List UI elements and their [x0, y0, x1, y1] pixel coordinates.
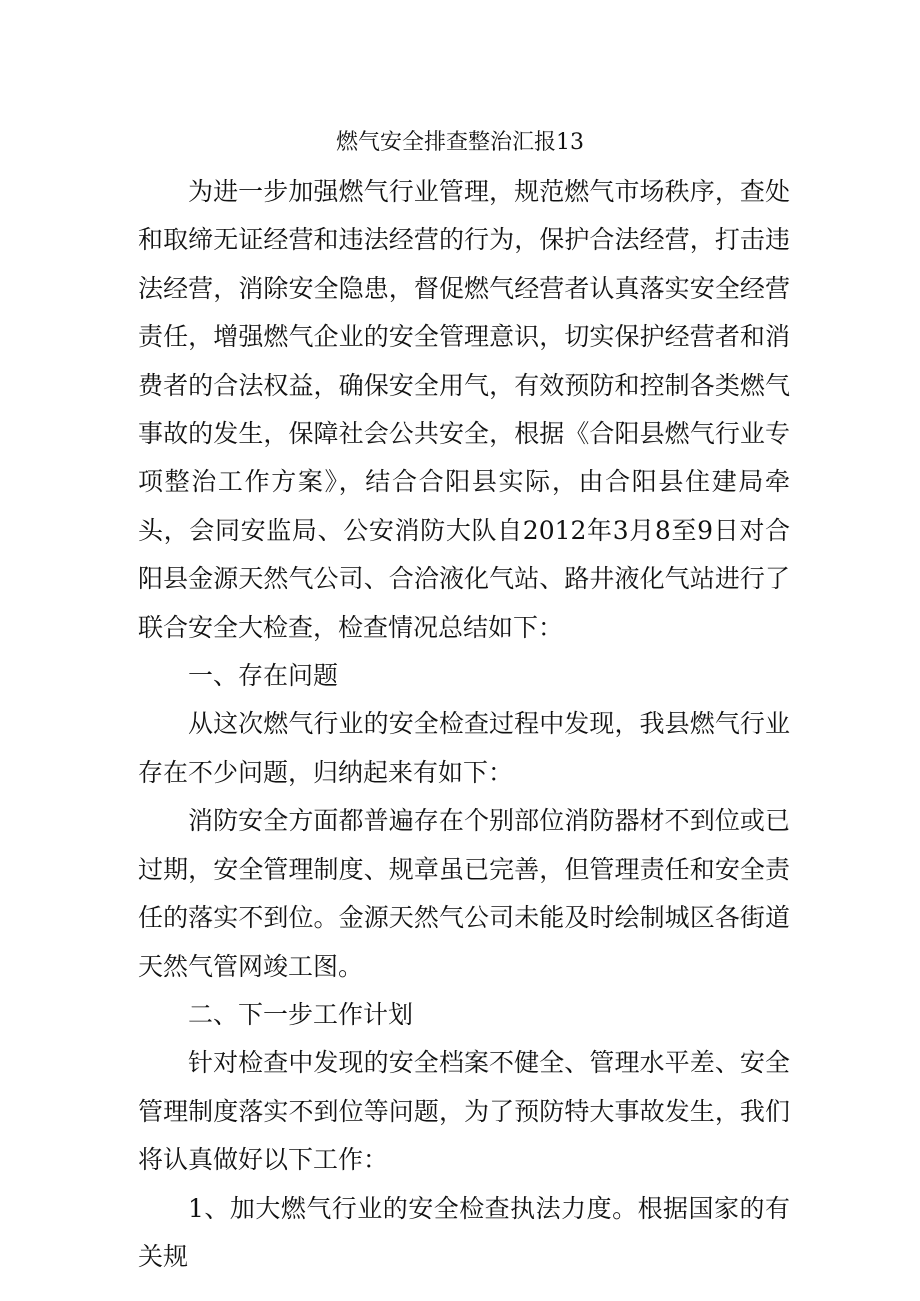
- document-title: 燃气安全排查整治汇报13: [336, 130, 584, 155]
- document-body: [138, 168, 790, 1281]
- heading-next-steps: 二、下一步工作计划: [188, 999, 414, 1029]
- paragraph-problems-summary: 从这次燃气行业的安全检查过程中发现，我县燃气行业存在不少问题，归纳起来有如下：: [138, 709, 790, 787]
- paragraph-intro: 为进一步加强燃气行业管理，规范燃气市场秩序，查处和取缔无证经营和违法经营的行为，保护合法经营，打击违法经营，消除安全隐患，督促燃气经营者认真落实安全经营责任，增强燃气企业的安全管理意识，切实保护经营者和消费者的合法权益，确保安全用气，有效预防和控制各类燃气事故的发生，保障社会公共安全，根据《合阳县燃气行业专项整治工作方案》，结合合阳县实际，由合阳县住建局牵头，会同安监局、公安消防大队自2012年3月8至9日对合阳县金源天然气公司、合洽液化气站、路井液化气站进行了联合安全大检查，检查情况总结如下：: [138, 177, 790, 642]
- paragraph-item-1: 1、加大燃气行业的安全检查执法力度。根据国家的有关规: [138, 1193, 790, 1271]
- heading-existing-problems: 一、存在问题: [188, 661, 339, 691]
- paragraph-next-steps-intro: 针对检查中发现的安全档案不健全、管理水平差、安全管理制度落实不到位等问题，为了预防特大事故发生，我们将认真做好以下工作：: [138, 1048, 790, 1175]
- paragraph-fire-safety: 消防安全方面都普遍存在个别部位消防器材不到位或已过期，安全管理制度、规章虽已完善，但管理责任和安全责任的落实不到位。金源天然气公司未能及时绘制城区各街道天然气管网竣工图。: [138, 806, 790, 981]
